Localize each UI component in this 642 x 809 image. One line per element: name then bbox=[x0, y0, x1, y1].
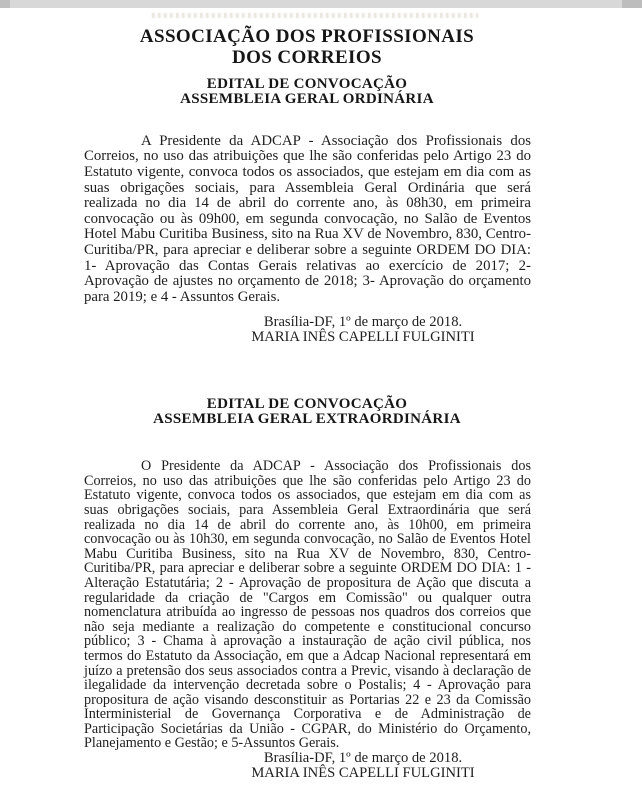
section-extraordinaria-signature bbox=[196, 751, 530, 781]
edital-heading-line2: ASSEMBLEIA GERAL EXTRAORDINÁRIA bbox=[153, 411, 461, 427]
signature-name: MARIA INÊS CAPELLI FULGINITI bbox=[251, 329, 475, 346]
signature-name: MARIA INÊS CAPELLI FULGINITI bbox=[251, 765, 475, 782]
section-extraordinaria-body: O Presidente da ADCAP - Associação dos Profissionais dos Correios, no uso das atribuições que lhe são conferidas pelo Artigo 23 do Estatuto vigente, convoca todos os associados, que estejam em dia com as suas obrigações sociais, para Assembleia Geral Extraordinária que será realizada no dia 14 de abril do corrente ano, às 10h00, em primeira convocação ou às 10h30, em segunda convocação, no Salão de Eventos Hotel Mabu Curitiba Business, sito na Rua XV de Novembro, 830, Centro- Curitiba/PR, para apreciar e deliberar sobre a seguinte ORDEM DO DIA: 1 - Alteração Estatutária; 2 - Aprovação de propositura de Ação que discuta a regularidade da criação de "Cargos em Comissão" ou qualquer outra nomenclatura atribuída ao ingresso de pessoas nos quadros dos correios que não seja mediante a realização do competente e constitucional concurso público; 3 - Chama à aprovação a instauração de ação civil pública, nos termos do Estatuto da Associação, em que a Adcap Nacional representará em juízo a pretensão dos seus associados contra a Previc, visando à declaração de ilegalidade da intervenção decretada sobre o Postalis; 4 - Aprovação para propositura de ação visando desconstituir as Portarias 22 e 23 da Comissão Interministerial de Governança Corporativa e de Administração de Participação Societárias da União - CGPAR, do Ministério do Orçamento, Planejamento e Gestão; e 5-Assuntos Gerais. bbox=[84, 458, 531, 752]
section-ordinaria-signature bbox=[196, 315, 530, 345]
page-title-line1: ASSOCIAÇÃO DOS PROFISSIONAIS bbox=[139, 26, 475, 47]
section-ordinaria-heading bbox=[84, 77, 530, 107]
scan-artifact-line bbox=[152, 13, 478, 18]
signature-place-date: Brasília-DF, 1º de março de 2018. bbox=[263, 314, 463, 330]
signature-place-date: Brasília-DF, 1º de março de 2018. bbox=[263, 750, 463, 766]
edital-heading-line1: EDITAL DE CONVOCAÇÃO bbox=[206, 76, 408, 92]
edital-heading-line1: EDITAL DE CONVOCAÇÃO bbox=[206, 396, 408, 412]
section-extraordinaria-heading bbox=[84, 397, 530, 427]
page-title-line2: DOS CORREIOS bbox=[232, 47, 382, 68]
section-ordinaria-body: A Presidente da ADCAP - Associação dos Profissionais dos Correios, no uso das atribuições que lhe são conferidas pelo Artigo 23 do Estatuto vigente, convoca todos os associados, que estejam em dia com as suas obrigações sociais, para Assembleia Geral Ordinária que será realizada no dia 14 de abril do corrente ano, às 08h30, em primeira convocação ou às 09h00, em segunda convocação, no Salão de Eventos Hotel Mabu Curitiba Business, sito na Rua XV de Novembro, 830, Centro- Curitiba/PR, para apreciar e deliberar sobre a seguinte ORDEM DO DIA: 1- Aprovação das Contas Gerais relativas ao exercício de 2017; 2- Aprovação de ajustes no orçamento de 2018; 3- Aprovação do orçamento para 2019; e 4 - Assuntos Gerais. bbox=[84, 132, 531, 305]
edital-heading-line2: ASSEMBLEIA GERAL ORDINÁRIA bbox=[180, 91, 434, 107]
scan-top-bar bbox=[0, 0, 642, 8]
page-title bbox=[84, 26, 530, 68]
